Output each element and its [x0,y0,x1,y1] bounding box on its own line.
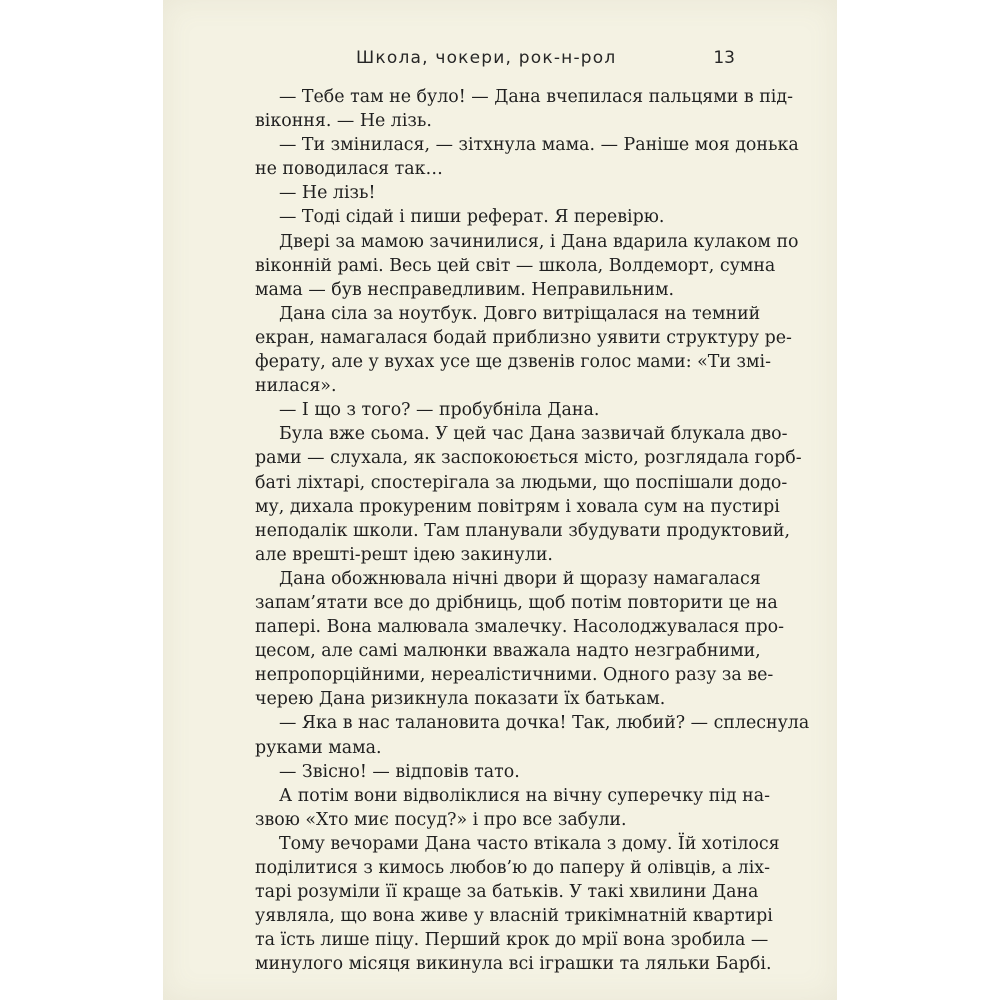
paragraph [255,205,733,229]
paragraph [255,85,793,133]
text-line: віконня. — Не лізь. [255,111,432,132]
text-line: — Яка в нас талановита дочка! Так, любий? — сплеснула [279,713,810,734]
text-line: неподалік школи. Там планували збудувати продуктовий, [255,520,791,541]
text-line: баті ліхтарі, спостерігала за людьми, що поспішали додо- [255,472,788,493]
text-line: запам’ятати все до дрібниць, щоб потім повторити це на [255,592,778,613]
text-line: — Ти змінилася, — зітхнула мама. — Раніше моя донька [279,135,799,156]
paragraph [255,230,799,302]
text-line: черею Дана ризикнула показати їх батькам. [255,689,666,710]
text-line: Дана сіла за ноутбук. Довго витріщалася на темний [279,303,761,324]
paragraph [255,832,780,977]
text-line: звою «Хто миє посуд?» і про все забули. [255,809,627,830]
text-line: Дана обожнювала нічні двори й щоразу намагалася [279,568,761,589]
text-line: але врешті-решт ідею закинули. [255,544,553,565]
text-line: руками мама. [255,737,382,758]
text-line: му, дихала прокуреним повітрям і ховала сум на пустирі [255,496,780,517]
paragraph [255,711,810,759]
text-line: папері. Вона малювала змалечку. Насолоджувалася про- [255,617,784,638]
paragraph [255,398,733,422]
text-line: мама — був несправедливим. Неправильним. [255,279,675,300]
text-line: не поводилася так… [255,159,443,180]
text-line: минулого місяця викинула всі іграшки та ляльки Барбі. [255,954,772,975]
text-line: Була вже сьома. У цей час Дана зазвичай блукала дво- [279,424,788,445]
text-line: Тому вечорами Дана часто втікала з дому. Їй хотілося [279,833,780,854]
text-line: віконній рамі. Весь цей світ — школа, Волдеморт, сумна [255,255,776,276]
running-title: Школа, чокери, рок-н-рол [356,48,617,68]
text-line: ферату, але у вухах усе ще дзвенів голос мами: «Ти змі- [255,352,771,373]
paragraph [255,133,799,181]
text-line: уявляла, що вона живе у власній трикімнатній квартирі [255,906,773,927]
book-page [163,0,837,1000]
text-line: — Не лізь! [279,183,376,204]
text-line: непропорційними, нереалістичними. Одного разу за ве- [255,665,774,686]
paragraph [255,760,733,784]
text-line: А потім вони відволіклися на вічну суперечку під на- [279,785,770,806]
paragraph [255,422,802,567]
text-line: — Тоді сідай і пиши реферат. Я перевірю. [279,207,665,228]
text-line: та їсть лише піцу. Перший крок до мрії вона зробила — [255,930,769,951]
text-line: поділитися з кимось любов’ю до паперу й олівців, а ліх- [255,858,770,878]
page-header [163,48,837,72]
text-line: Двері за мамою зачинилися, і Дана вдарила кулаком по [279,231,799,252]
text-line: — І що з того? — пробубніла Дана. [279,400,600,421]
text-line: тарі розуміли її краще за батьків. У такі хвилини Дана [255,882,759,903]
text-line: екран, намагалася бодай приблизно уявити структуру ре- [255,327,792,348]
text-line: рами — слухала, як заспокоюється місто, розглядала горб- [255,448,802,469]
text-line: — Звісно! — відповів тато. [279,761,520,782]
text-line: — Тебе там не було! — Дана вчепилася пальцями в під- [279,87,793,107]
page-number: 13 [713,48,735,68]
body-text [255,85,810,976]
text-line: цесом, але самі малюнки вважала надто незграбними, [255,641,761,662]
paragraph [255,302,792,398]
paragraph [255,567,784,712]
text-line: нилася». [255,376,337,397]
paragraph [255,181,733,205]
paragraph [255,784,770,832]
